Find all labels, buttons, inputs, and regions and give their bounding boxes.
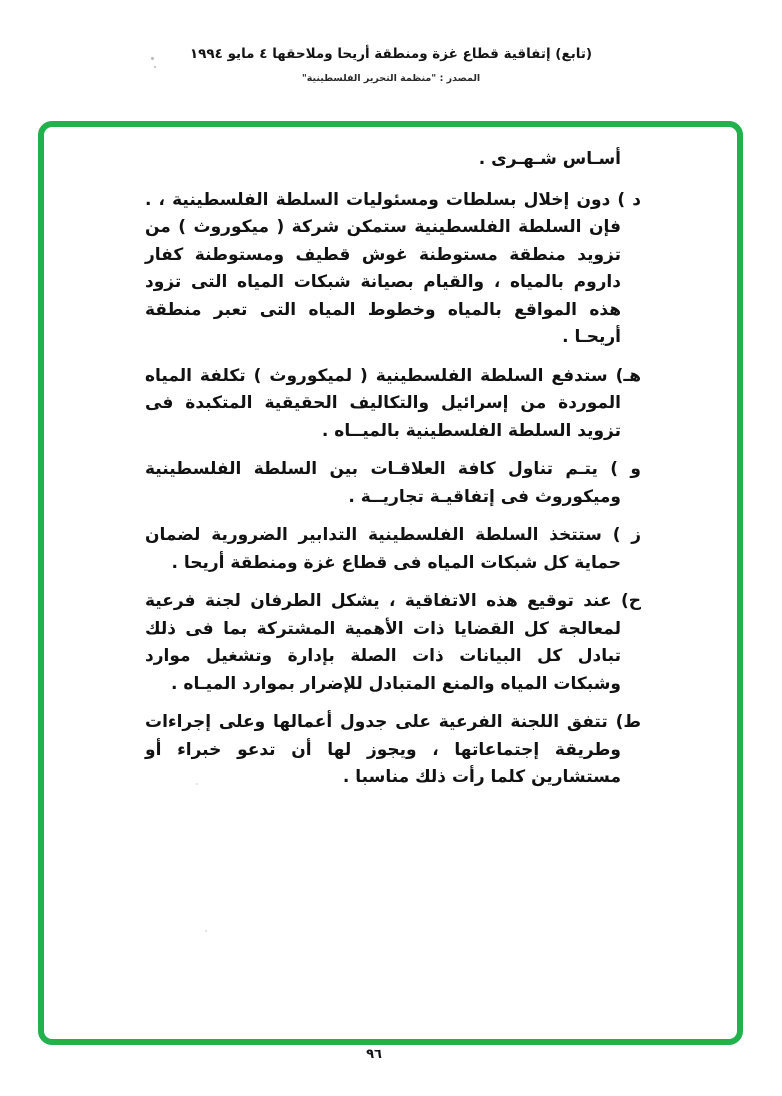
scan-speck xyxy=(154,66,156,68)
clause-label: و ) xyxy=(610,459,641,479)
clause-text: تتفق اللجنة الفرعية على جدول أعمالها وعلى إجراءات وطريقة إجتماعاتها ، ويجوز لها أن تدعو خبراء أو مستشارين كلما رأت ذلك مناسبا . xyxy=(145,712,621,787)
document-title: (تابع) إتفاقية قطاع غزة ومنطقة أريحا وملاحقها ٤ مايو ١٩٩٤ xyxy=(189,46,593,62)
clause-text: دون إخلال بسلطات ومسئوليات السلطة الفلسطينية ، . فإن السلطة الفلسطينية ستمكن شركة ( ميكوروث ) من تزويد منطقة مستوطنة غوش قطيف ومستوطنة كفار داروم بالمياه ، والقيام بصيانة شبكات المياه التى تزود هذه المواقع بالمياه وخطوط المياه التى تعبر منطقة أريحـا . xyxy=(145,189,621,347)
page-number: ٩٦ xyxy=(366,1047,382,1062)
clause-d xyxy=(145,187,641,352)
document-body xyxy=(145,146,641,803)
document-source-line: المصدر : "منظمة التحرير الفلسطينية" xyxy=(301,73,481,84)
clause-text: ستتخذ السلطة الفلسطينية التدابير الضرورية لضمان حماية كل شبكات المياه فى قطاع غزة ومنطقة أريحا . xyxy=(145,525,621,573)
clause-w xyxy=(145,456,641,511)
clause-label: ط) xyxy=(615,712,641,732)
clause-h xyxy=(145,363,641,446)
scan-speck xyxy=(196,783,198,785)
clause-text: عند توقيع هذه الاتفاقية ، يشكل الطرفان لجنة فرعية لمعالجة كل القضايا ذات الأهمية المشتركة بما فى ذلك تبادل كل البيانات ذات الصلة بإدارة وتشغيل موارد وشبكات المياه والمنع المتبادل للإضرار بموارد الميـاه . xyxy=(145,591,621,694)
clause-label: هـ) xyxy=(615,365,641,386)
scan-speck xyxy=(151,57,154,60)
clause-text: ستدفع السلطة الفلسطينية ( لميكوروث ) تكلفة المياه الموردة من إسرائيل والتكاليف الحقيقية المتكبدة فى تزويد السلطة الفلسطينية بالميــاه . xyxy=(145,365,621,441)
clause-label: ز ) xyxy=(612,525,642,545)
clause-t xyxy=(145,709,641,792)
clause-hh xyxy=(145,588,641,698)
carryover-line: أسـاس شـهـرى . xyxy=(478,149,621,169)
clause-label: ح) xyxy=(620,591,641,611)
clause-label: د ) xyxy=(617,189,642,210)
clause-z xyxy=(145,522,641,577)
clause-text: يتـم تناول كافة العلاقـات بين السلطة الفلسطينية وميكوروث فى إتفاقيـة تجاريــة . xyxy=(145,459,621,507)
scan-speck xyxy=(205,930,207,932)
